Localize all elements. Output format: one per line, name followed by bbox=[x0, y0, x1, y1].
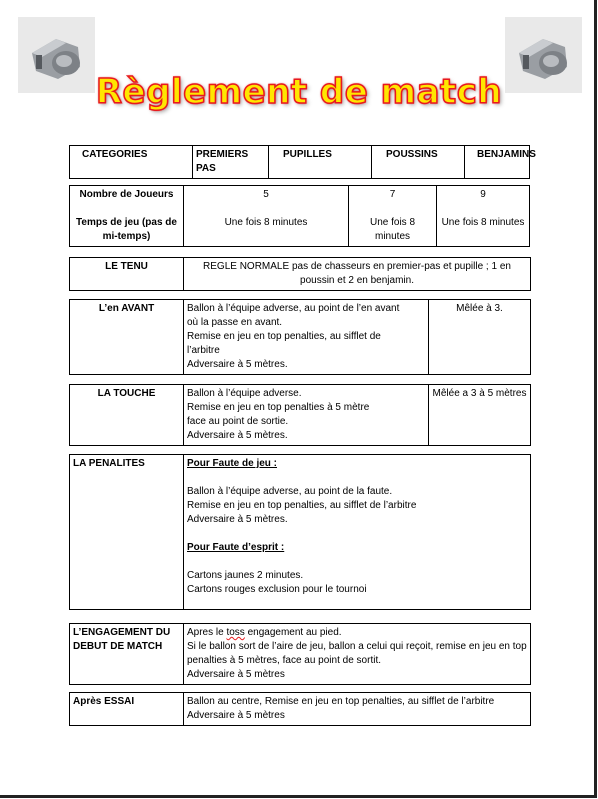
players-table bbox=[69, 185, 530, 247]
avant-line: l’arbitre bbox=[187, 345, 220, 356]
touche-line: Adversaire à 5 mètres. bbox=[187, 430, 288, 441]
faute-jeu-heading: Pour Faute de jeu : bbox=[187, 458, 278, 469]
touche-note: Mêlée a 3 à 5 mètres bbox=[429, 385, 531, 446]
essai-line: Adversaire à 5 mètres bbox=[187, 710, 285, 721]
tenu-table bbox=[69, 257, 531, 291]
avant-label: L’en AVANT bbox=[70, 300, 184, 375]
penalites-line: Cartons rouges exclusion pour le tournoi bbox=[187, 584, 367, 595]
time-value: Une fois 8 minutes bbox=[441, 217, 525, 228]
players-value: 9 bbox=[480, 189, 486, 200]
engagement-line: Si le ballon sort de l’aire de jeu, ballon a celui qui reçoit, remise en jeu en top penalties à 5 mètres, face au point de sortit. bbox=[187, 641, 527, 666]
engagement-line: Adversaire à 5 mètres bbox=[187, 669, 285, 680]
header-categories: CATEGORIES bbox=[70, 146, 193, 179]
play-time-label: Temps de jeu (pas de mi-temps) bbox=[76, 217, 177, 242]
touche-table bbox=[69, 384, 531, 446]
touche-line: Remise en jeu en top penalties à 5 mètre bbox=[187, 402, 370, 413]
penalites-line: Cartons jaunes 2 minutes. bbox=[187, 570, 304, 581]
avant-table bbox=[69, 299, 531, 375]
tenu-text: REGLE NORMALE pas de chasseurs en premier-pas et pupille ; 1 en poussin et 2 en benjamin. bbox=[184, 258, 531, 291]
faute-esprit-heading: Pour Faute d’esprit : bbox=[187, 542, 285, 553]
header-benjamins: BENJAMINS bbox=[465, 146, 530, 179]
avant-line: Adversaire à 5 mètres. bbox=[187, 359, 288, 370]
header-premiers-pas: PREMIERS PAS bbox=[193, 146, 269, 179]
tenu-label: LE TENU bbox=[70, 258, 184, 291]
essai-label: Après ESSAI bbox=[70, 693, 184, 726]
touche-label: LA TOUCHE bbox=[70, 385, 184, 446]
time-value: Une fois 8 minutes bbox=[369, 217, 416, 242]
penalites-line: Ballon à l’équipe adverse, au point de la faute. bbox=[187, 486, 393, 497]
players-value: 5 bbox=[263, 189, 269, 200]
avant-line: Ballon à l’équipe adverse, au point de l’en avant bbox=[187, 303, 400, 314]
essai-text bbox=[184, 693, 531, 726]
touche-line: Ballon à l’équipe adverse. bbox=[187, 388, 302, 399]
penalites-table bbox=[69, 454, 531, 610]
players-benjamins bbox=[437, 186, 530, 247]
players-poussins bbox=[349, 186, 437, 247]
avant-note: Mêlée à 3. bbox=[429, 300, 531, 375]
players-count-label: Nombre de Joueurs bbox=[79, 189, 174, 200]
engagement-line-post: engagement au pied. bbox=[244, 627, 342, 638]
header-pupilles: PUPILLES bbox=[269, 146, 372, 179]
engagement-label: L’ENGAGEMENT DU DEBUT DE MATCH bbox=[70, 624, 184, 685]
engagement-line-pre: Apres le bbox=[187, 627, 227, 638]
toss-word: toss bbox=[226, 627, 245, 638]
page-title: Règlement de match bbox=[95, 72, 503, 112]
penalites-line: Remise en jeu en top penalties, au sifflet de l’arbitre bbox=[187, 500, 417, 511]
penalites-label: LA PENALITES bbox=[70, 455, 184, 610]
engagement-line bbox=[187, 626, 527, 640]
avant-line: où la passe en avant. bbox=[187, 317, 283, 328]
players-value: 7 bbox=[389, 189, 396, 200]
categories-table bbox=[69, 145, 536, 179]
essai-line: Ballon au centre, Remise en jeu en top penalties, au sifflet de l’arbitre bbox=[187, 696, 495, 707]
engagement-text bbox=[184, 624, 531, 685]
avant-line: Remise en jeu en top penalties, au sifflet de bbox=[187, 331, 381, 342]
essai-table bbox=[69, 692, 531, 726]
penalites-text bbox=[184, 455, 531, 610]
engagement-table bbox=[69, 623, 531, 685]
players-label-cell bbox=[70, 186, 184, 247]
penalites-line: Adversaire à 5 mètres. bbox=[187, 514, 288, 525]
players-premiers-pupilles bbox=[184, 186, 349, 247]
touche-line: face au point de sortie. bbox=[187, 416, 289, 427]
time-value: Une fois 8 minutes bbox=[224, 217, 308, 228]
touche-text bbox=[184, 385, 429, 446]
avant-text bbox=[184, 300, 429, 375]
header-poussins: POUSSINS bbox=[372, 146, 465, 179]
